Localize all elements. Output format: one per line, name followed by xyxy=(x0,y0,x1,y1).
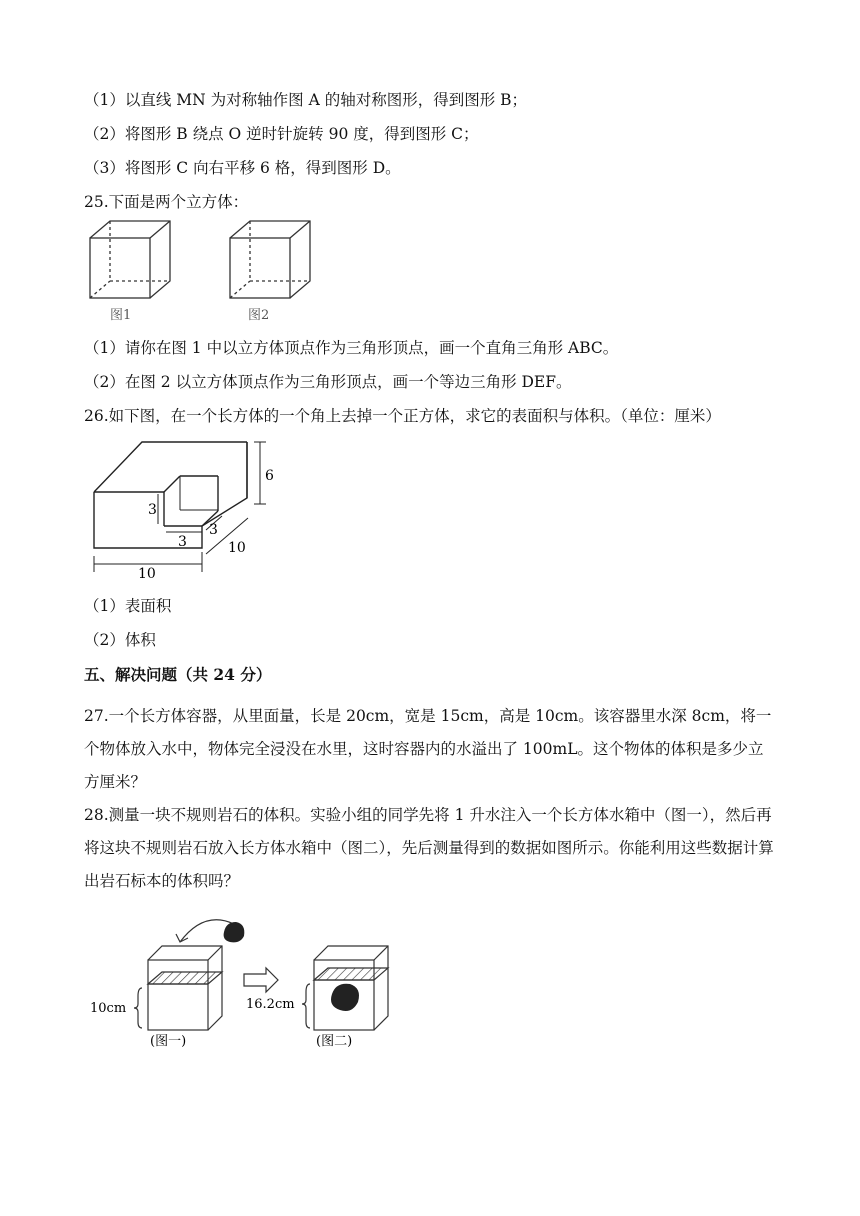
q26-part1: （1）表面积 xyxy=(84,597,172,615)
q26-part2: （2）体积 xyxy=(84,631,156,649)
q26-dim-cube-depth: 3 xyxy=(209,522,218,538)
q25-part1: （1）请你在图 1 中以立方体顶点作为三角形顶点，画一个直角三角形 ABC。 xyxy=(84,339,619,357)
q28-label-10cm: 10cm xyxy=(90,1001,127,1016)
q28-label-16-2cm: 16.2cm xyxy=(246,997,295,1012)
q25-cube-figures xyxy=(80,218,340,328)
q26-dim-cube-height: 3 xyxy=(148,502,157,518)
q28-fig1-label: (图一) xyxy=(150,1034,187,1048)
q28-text: 28.测量一块不规则岩石的体积。实验小组的同学先将 1 升水注入一个长方体水箱中（图一），然后再将这块不规则岩石放入长方体水箱中（图二），先后测量得到的数据如图所示。你能利用这些数据计算出岩石标本的体积吗？ xyxy=(84,806,774,890)
q28-fig2-label: (图二) xyxy=(316,1034,353,1048)
q26-dim-depth: 10 xyxy=(228,540,246,556)
q24-step1: （1）以直线 MN 为对称轴作图 A 的轴对称图形，得到图形 B； xyxy=(84,91,528,109)
q25-fig2-label: 图2 xyxy=(248,308,270,323)
section5-heading: 五、解决问题（共 24 分） xyxy=(84,665,272,684)
q26-dim-length: 10 xyxy=(138,566,156,582)
q24-step2: （2）将图形 B 绕点 O 逆时针旋转 90 度，得到图形 C； xyxy=(84,125,479,143)
q26-title: 26.如下图，在一个长方体的一个角上去掉一个正方体，求它的表面积与体积。（单位：厘米） xyxy=(84,407,721,425)
q25-fig1-label: 图1 xyxy=(110,308,132,323)
q26-cuboid-figure xyxy=(82,436,292,584)
q26-dim-height: 6 xyxy=(265,468,274,484)
q26-dim-cube-width: 3 xyxy=(178,534,187,550)
q24-step3: （3）将图形 C 向右平移 6 格，得到图形 D。 xyxy=(84,159,401,177)
q25-part2: （2）在图 2 以立方体顶点作为三角形顶点，画一个等边三角形 DEF。 xyxy=(84,373,572,391)
q25-title: 25.下面是两个立方体： xyxy=(84,193,249,211)
q27-text: 27.一个长方体容器，从里面量，长是 20cm，宽是 15cm，高是 10cm。该容器里水深 8cm，将一个物体放入水中，物体完全浸没在水里，这时容器内的水溢出了 100mL。这个物体的体积是多少立方厘米？ xyxy=(84,707,772,791)
q28-tank-figure xyxy=(84,908,394,1048)
